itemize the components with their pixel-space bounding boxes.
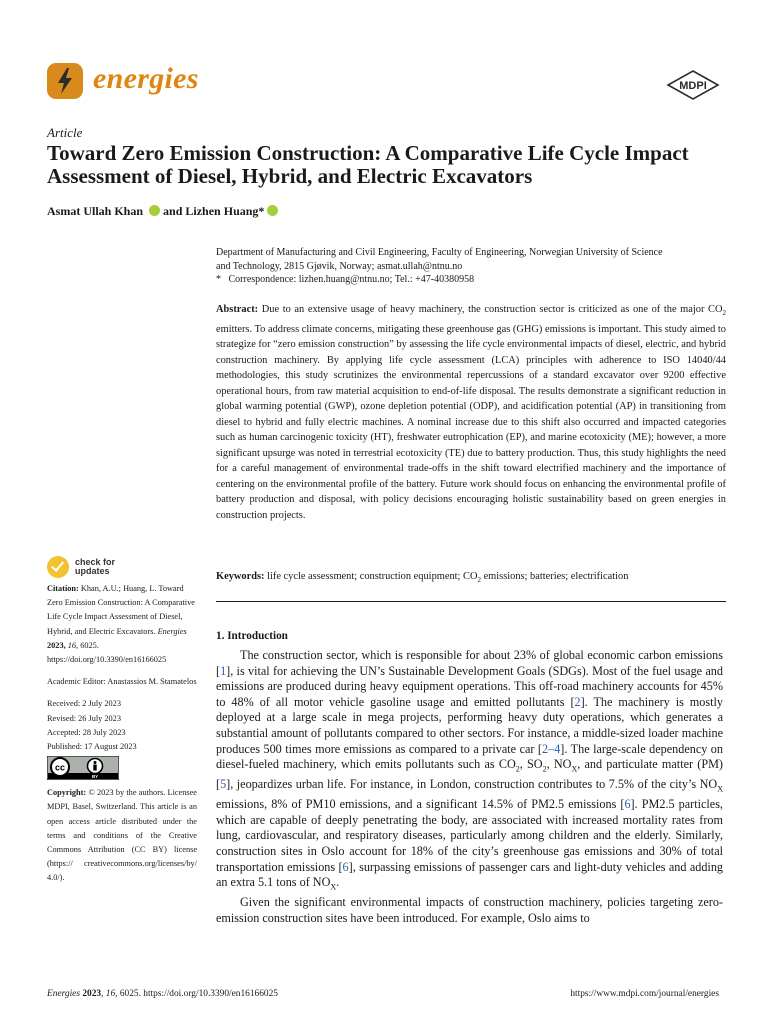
citation-link[interactable]: 2 <box>574 694 581 709</box>
affiliation-line: Department of Manufacturing and Civil Engineering, Faculty of Engineering, Norwegian University of Science <box>216 247 663 258</box>
date-published: Published: 17 August 2023 <box>47 742 137 752</box>
keywords-text: emissions; batteries; electrification <box>480 571 629 582</box>
abstract-text: emitters. To address climate concerns, mitigating these greenhouse gas (GHG) emissions is important. This study aimed to strategize for “zero emission construction” by assessing the life cycle environmental impacts of diesel, electric, and hybrid construction machinery. By applying life cycle assessment (LCA) principles with adherence to ISO 14040/44 methodologies, this study scrutinizes the environmental repercussions of a standard excavator over 9200 effective operational hours, from raw material acquisition to end-of-life disposal. The results demonstrate a significant reduction in global warming potential (GWP), ozone depletion potential (ODP), and acidification potential (AP) in transitioning from diesel to hybrid and fully electric machines. A nominal increase due to this shift also occurred and impacted categories such as human carcinogenic toxicity (HT), freshwater eutrophication (EP), and marine ecotoxicity (ME); however, a more significant upsurge was noted in terrestrial ecotoxicity (TE) due to battery production. Thus, this study highlights the need for a careful management of environmental trade-offs in the shift toward electrified machinery and the importance of centering on the environmental profile of the battery. Future work should focus on enhancing the environmental profile of battery production and disposal, with policy decisions encouraging holistic sustainability based on green energies in construction projects. <box>216 323 726 521</box>
copyright-notice <box>47 786 197 885</box>
citation-volume: 16, <box>67 640 79 650</box>
academic-editor: Academic Editor: Anastassios M. Stamatelos <box>47 677 197 687</box>
citation-link[interactable]: 1 <box>220 663 227 678</box>
abstract <box>216 302 726 523</box>
journal-name: energies <box>93 62 199 95</box>
section-heading: 1. Introduction <box>216 630 288 642</box>
cc-by-license-icon[interactable] <box>47 756 119 780</box>
subscript: 2 <box>722 309 726 318</box>
author-list <box>47 204 278 219</box>
citation-journal: Energies <box>157 626 187 636</box>
date-revised: Revised: 26 July 2023 <box>47 713 121 723</box>
citation-year: 2023, <box>47 640 66 650</box>
author-name[interactable]: Asmat Ullah Khan <box>47 204 144 218</box>
orcid-icon[interactable] <box>267 205 278 216</box>
article-title: Toward Zero Emission Construction: A Comparative Life Cycle Impact Assessment of Diesel, Hybrid, and Electric Excavators <box>47 141 689 188</box>
author-conjunction: and <box>163 204 183 218</box>
copyright-text: © 2023 by the authors. Licensee MDPI, Basel, Switzerland. This article is an open access article distributed under the terms and conditions of the Creative Commons Attribution (CC BY) license (https:// creativecommons.org/licenses/by/ 4.0/). <box>47 788 197 883</box>
journal-logo-icon <box>47 63 83 99</box>
check-updates-icon <box>47 556 69 578</box>
mdpi-logo-icon <box>666 70 720 100</box>
affiliation-line: and Technology, 2815 Gjøvik, Norway; asmat.ullah@ntnu.no <box>216 260 463 272</box>
paragraph: The construction sector, which is responsible for about 23% of global economic carbon emissions [1], is vital for achieving the UN’s Sustainable Development Goals (SDGs). Most of the fuel usage and emissions are produced during heavy equipment operations. This off-road machinery accounts for 45% to 48% of all motor vehicle gasoline usage and emitted pollutants [2]. The machinery is mostly deployed at a large scale in mega projects, performing heavy duty operations, which generates a substantial amount of pollutants compared to other sectors. For instance, a middle-sized loader machine produces 500 times more emissions as compared to a private car [2–4]. The large-scale dependency on diesel-fueled machinery, which emits pollutants such as $CO_2$, $SO_2$, $NO_X$, and particulate matter (PM) [5], jeopardizes urban life. For instance, in London, construction contributes to 7.5% of the city’s $NO_X$ emissions, 8% of PM10 emissions, and a significant 14.5% of PM2.5 emissions [6]. PM2.5 particles, which are capable of deeply penetrating the body, are associated with increased mortality rates from lung, cardiovascular, and respiratory diseases, particularly among children and the elderly. Similarly, construction sites in Oslo account for 18% of the city’s greenhouse gas emissions and 30% of total transportation emissions [6], surpassing emissions of passenger cars and light-duty vehicles and adding an extra 5.1 tons of $NO_X$. <box>216 648 724 892</box>
citation <box>47 582 197 667</box>
keywords-label: Keywords: <box>216 571 265 582</box>
svg-text:MDPI: MDPI <box>679 80 707 92</box>
lightning-bolt-icon <box>47 63 83 99</box>
orcid-icon[interactable] <box>149 205 160 216</box>
introduction-body <box>216 648 723 926</box>
footer-journal: Energies <box>47 989 80 999</box>
citation-doi-link[interactable]: 6025. https://doi.org/10.3390/en16166025 <box>47 640 167 665</box>
check-updates-label: check for <box>75 557 116 567</box>
subscript: 2 <box>477 576 481 585</box>
article-type: Article <box>47 125 83 140</box>
citation-link[interactable]: 2–4 <box>542 741 561 756</box>
keywords-text: life cycle assessment; construction equipment; CO <box>267 571 478 582</box>
footer-volume: 16 <box>105 989 116 999</box>
affiliation-block <box>216 246 726 287</box>
citation-link[interactable]: 6 <box>624 797 631 812</box>
abstract-label: Abstract: <box>216 304 259 315</box>
svg-text:BY: BY <box>91 774 99 780</box>
copyright-label: Copyright: <box>47 788 87 798</box>
author-name[interactable]: Lizhen Huang <box>185 204 259 218</box>
footer-doi-link[interactable]: , 6025. https://doi.org/10.3390/en16166025 <box>115 989 278 999</box>
citation-text: Khan, A.U.; Huang, L. Toward Zero Emission Construction: A Comparative Life Cycle Impact Assessment of Diesel, Hybrid, and Electric Excavators. <box>47 584 195 636</box>
correspondence-line: * Correspondence: lizhen.huang@ntnu.no; Tel.: +47-40380958 <box>216 274 475 285</box>
corresponding-star: * <box>258 204 265 218</box>
date-accepted: Accepted: 28 July 2023 <box>47 727 126 737</box>
sidebar <box>47 555 197 886</box>
check-updates-label: updates <box>75 566 110 576</box>
abstract-text: Due to an extensive usage of heavy machinery, the construction sector is criticized as one of the major CO <box>261 304 723 315</box>
citation-label: Citation: <box>47 584 79 593</box>
mdpi-logo[interactable] <box>666 70 720 105</box>
section-divider <box>216 601 726 602</box>
keywords <box>216 569 726 588</box>
paragraph: Given the significant environmental impacts of construction machinery, policies targeting zero-emission construction sites have been introduced. For example, Oslo aims to <box>216 895 723 925</box>
footer-year: 2023 <box>82 989 102 999</box>
footer-citation: Energies 2023, 16, 6025. https://doi.org/10.3390/en16166025 <box>47 989 278 999</box>
svg-text:cc: cc <box>54 762 66 773</box>
citation-link[interactable]: 6 <box>342 859 349 874</box>
citation-link[interactable]: 5 <box>220 777 227 792</box>
footer-journal-url[interactable]: https://www.mdpi.com/journal/energies <box>570 989 719 999</box>
check-for-updates-button[interactable] <box>47 555 197 579</box>
date-received: Received: 2 July 2023 <box>47 699 121 709</box>
